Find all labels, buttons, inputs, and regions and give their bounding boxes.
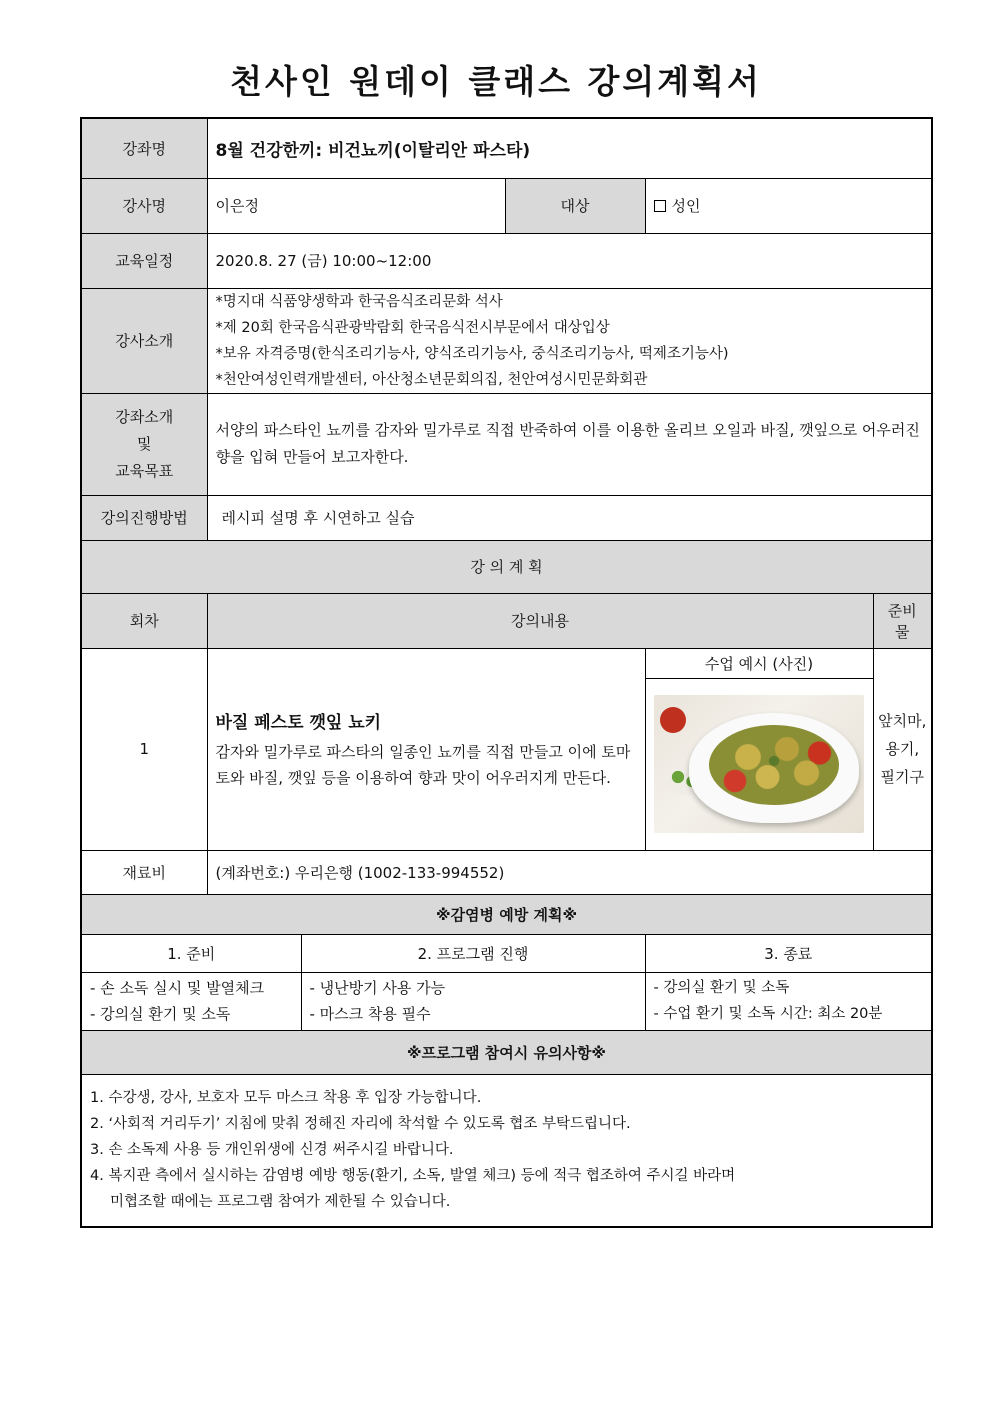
notice-item: 1. 수강생, 강사, 보호자 모두 마스크 착용 후 입장 가능합니다. [90, 1090, 482, 1107]
notice-item: 2. ‘사회적 거리두기’ 지침에 맞춰 정해진 자리에 착석할 수 있도록 협조 부탁드립니다. [90, 1116, 631, 1133]
plan-columns-row [81, 593, 932, 648]
fee-row [81, 850, 932, 894]
method-value: 레시피 설명 후 시연하고 실습 [207, 495, 932, 540]
prevention-item: - 수업 환기 및 소독 시간: 최소 20분 [653, 1006, 883, 1022]
notice-row [81, 1074, 932, 1227]
goal-label-3: 교육목표 [115, 461, 174, 480]
photo-header: 수업 예시 (사진) [645, 648, 873, 678]
method-label: 강의진행방법 [81, 495, 207, 540]
notice-header [81, 1030, 932, 1074]
intro-line: *천안여성인력개발센터, 아산청소년문회의집, 천안여성시민문화회관 [215, 371, 648, 388]
lecture-plan-table [80, 117, 933, 1228]
plan-header: 강 의 계 획 [81, 540, 932, 593]
notice-item: 3. 손 소독제 사용 등 개인위생에 신경 써주시길 바랍니다. [90, 1142, 454, 1159]
gnocchi-photo [654, 695, 864, 833]
fee-value: (계좌번호:) 우리은행 (1002-133-994552) [207, 850, 932, 894]
content-cell [207, 648, 645, 850]
intro-row [81, 288, 932, 393]
notice-header-text: ※프로그램 참여시 유의사항※ [407, 1043, 607, 1062]
intro-label: 강사소개 [81, 288, 207, 393]
notice-header-row [81, 1030, 932, 1074]
intro-line: *보유 자격증명(한식조리기능사, 양식조리기능사, 중식조리기능사, 떡제조기능사) [215, 345, 729, 362]
prevention-col-title: 1. 준비 [81, 934, 301, 972]
col-session: 회차 [81, 593, 207, 648]
notice-item: 4. 복지관 측에서 실시하는 감염병 예방 행동(환기, 소독, 발열 체크) 등에 적극 협조하여 주시길 바라며 [90, 1168, 736, 1185]
instructor-row [81, 178, 932, 233]
plan-session-row [81, 648, 932, 678]
schedule-row [81, 233, 932, 288]
goal-label-2: 및 [137, 434, 152, 453]
prevention-header-row [81, 894, 932, 934]
notice-item: 미협조할 때에는 프로그램 참여가 제한될 수 있습니다. [110, 1194, 451, 1211]
course-label: 강좌명 [81, 118, 207, 178]
prevention-items-row [81, 972, 932, 1030]
intro-line: *제 20회 한국음식관광박람회 한국음식전시부문에서 대상입상 [215, 319, 610, 336]
content-title: 바질 페스토 깻잎 뇨키 [215, 712, 382, 733]
instructor-label: 강사명 [81, 178, 207, 233]
prevention-item: - 냉난방기 사용 가능 [309, 979, 446, 997]
prevention-item: - 손 소독 실시 및 발열체크 [90, 979, 265, 997]
goal-row [81, 393, 932, 495]
intro-cell [207, 288, 932, 393]
supplies-cell [873, 648, 932, 850]
prevention-col-title: 3. 종료 [645, 934, 932, 972]
prevention-col-items [301, 972, 645, 1030]
prevention-item: - 강의실 환기 및 소독 [90, 1005, 231, 1023]
prevention-item: - 마스크 착용 필수 [309, 1005, 431, 1023]
prevention-item: - 강의실 환기 및 소독 [653, 980, 790, 996]
course-row [81, 118, 932, 178]
target-value: 성인 [671, 197, 701, 215]
col-content: 강의내용 [207, 593, 873, 648]
schedule-value: 2020.8. 27 (금) 10:00~12:00 [207, 233, 932, 288]
content-body: 감자와 밀가루로 파스타의 일종인 뇨끼를 직접 만들고 이에 토마토와 바질, 깻잎 등을 이용하여 향과 맛이 어우러지게 만든다. [215, 742, 631, 787]
photo-cell [645, 678, 873, 850]
document-title: 천사인 원데이 클래스 강의계획서 [230, 62, 762, 101]
prevention-titles-row [81, 934, 932, 972]
instructor-name: 이은정 [207, 178, 505, 233]
goal-label [81, 393, 207, 495]
supplies-line: 용기, 필기구 [880, 740, 924, 786]
session-number: 1 [81, 648, 207, 850]
course-name: 8월 건강한끼: 비건뇨끼(이탈리안 파스타) [207, 118, 932, 178]
goal-label-1: 강좌소개 [115, 407, 174, 426]
target-label: 대상 [505, 178, 645, 233]
prevention-col-title: 2. 프로그램 진행 [301, 934, 645, 972]
prevention-header: ※감염병 예방 계획※ [81, 894, 932, 934]
method-row [81, 495, 932, 540]
checkbox-icon [654, 200, 666, 212]
pasta-shape [709, 725, 839, 805]
prevention-col-items [81, 972, 301, 1030]
col-supplies: 준비물 [873, 593, 932, 648]
fee-label: 재료비 [81, 850, 207, 894]
target-cell [645, 178, 932, 233]
goal-value: 서양의 파스타인 뇨끼를 감자와 밀가루로 직접 반죽하여 이를 이용한 올리브 오일과 바질, 깻잎으로 어우러진 향을 입혀 만들어 보고자한다. [207, 393, 932, 495]
supplies-line: 앞치마, [878, 712, 927, 730]
schedule-label: 교육일정 [81, 233, 207, 288]
tomato-shape [660, 707, 686, 733]
plan-header-row [81, 540, 932, 593]
notice-cell [81, 1074, 932, 1227]
intro-line: *명지대 식품양생학과 한국음식조리문화 석사 [215, 293, 503, 310]
prevention-col-items [645, 972, 932, 1030]
